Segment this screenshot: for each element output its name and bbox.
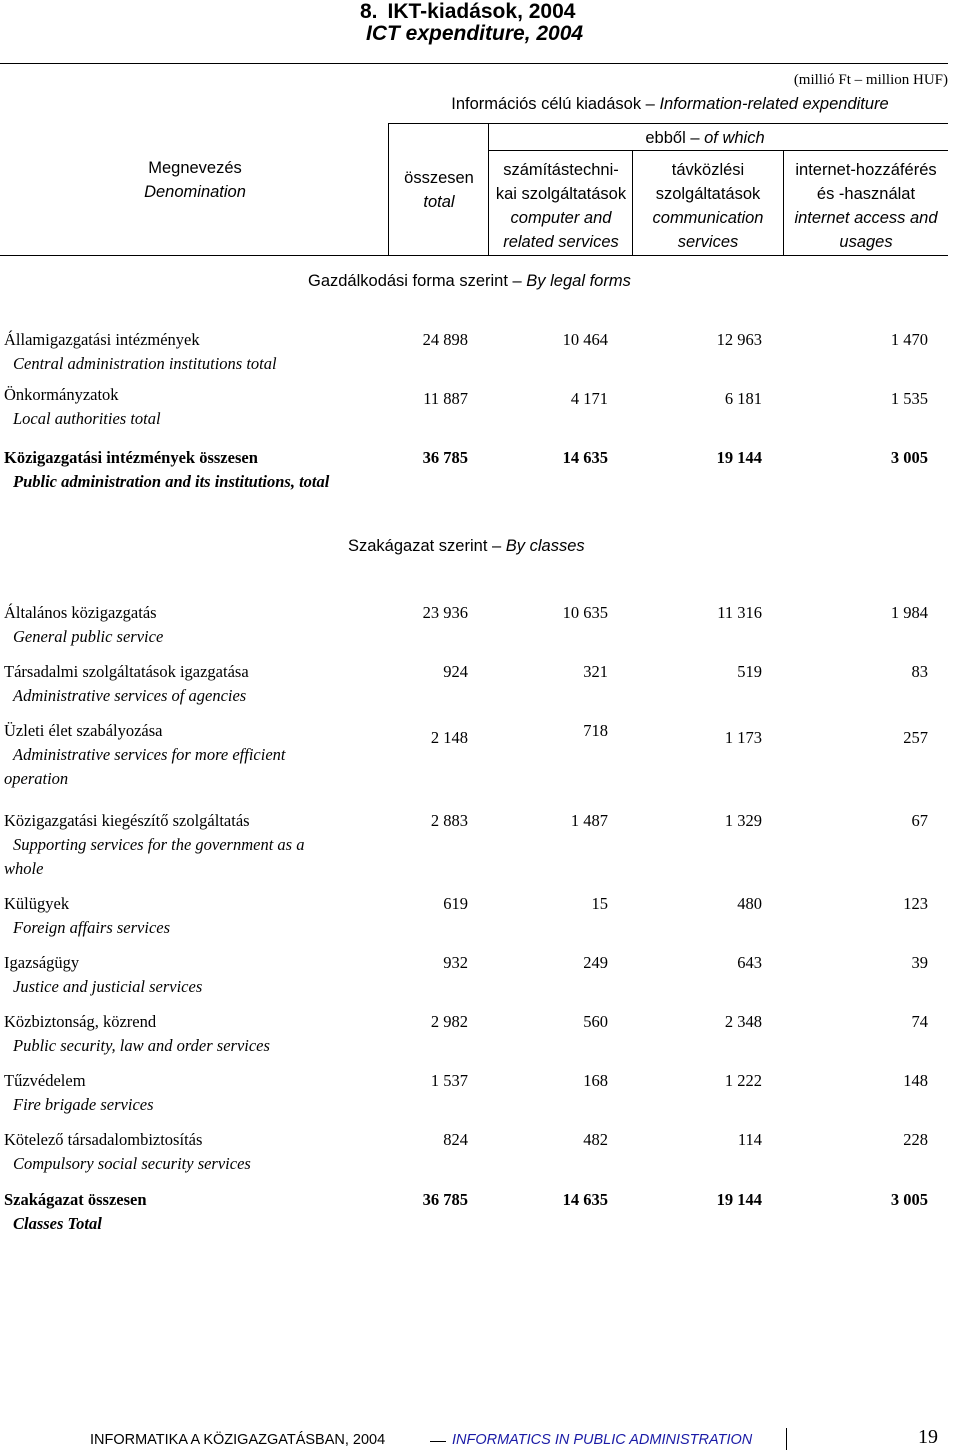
header-computer [490,158,632,254]
unit-text: (millió Ft – million HUF) [793,72,948,88]
cell-telecom: 2 348 [724,1012,762,1031]
section1-hu: Gazdálkodási forma szerint [308,272,508,290]
header-computer-hu1: számítástechni- [503,161,619,179]
cell-telecom: 1 222 [724,1071,762,1090]
cell-computer: 10 464 [562,330,608,349]
table-row-label [4,446,329,494]
header-total [392,166,486,214]
row-label-en: General public service [13,627,164,646]
header-of-which-line: ebből – of which [645,129,765,147]
cell-internet: 228 [903,1130,928,1149]
cell-telecom: 6 181 [724,389,762,408]
section-heading-legal-forms: Gazdálkodási forma szerint – By legal forms [308,272,631,290]
row-label-en: Public security, law and order services [13,1036,270,1055]
cell-total: 24 898 [422,330,468,349]
unit-note [794,72,948,89]
cell-total: 23 936 [422,603,468,622]
of-which-rule [488,150,948,151]
cell-computer: 718 [583,721,608,740]
table-row-label [4,719,286,791]
row-label-en: Administrative services of agencies [13,686,247,705]
row-label-hu: Külügyek [4,894,70,913]
cell-internet: 1 535 [890,389,928,408]
header-computer-hu2: kai szolgáltatások [495,185,627,203]
table-row-label [4,1128,251,1176]
header-total-en: total [423,193,455,211]
table-row-label [4,809,304,881]
row-label-hu: Közbiztonság, közrend [4,1012,157,1031]
cell-internet: 123 [903,894,928,913]
row-label-en-cont: operation [4,769,69,788]
cell-telecom: 1 173 [724,728,762,747]
cell-internet: 1 984 [890,603,928,622]
row-label-hu: Üzleti élet szabályozása [4,721,163,740]
cell-computer: 321 [583,662,608,681]
cell-total: 2 982 [430,1012,468,1031]
row-label-hu: Társadalmi szolgáltatások igazgatása [4,662,249,681]
table-row-label [4,1010,270,1058]
header-denomination-hu: Megnevezés [148,159,242,177]
cell-computer: 10 635 [562,603,608,622]
cell-computer: 4 171 [570,389,608,408]
row-label-hu: Közigazgatási kiegészítő szolgáltatás [4,811,250,830]
cell-telecom: 114 [737,1130,762,1149]
header-of-which [620,126,790,150]
footer-title-hu: INFORMATIKA A KÖZIGAZGATÁSBAN, 2004 [90,1432,386,1448]
cell-computer: 14 635 [562,1190,608,1209]
cell-total: 36 785 [422,1190,468,1209]
cell-telecom: 19 144 [716,1190,762,1209]
cell-total: 619 [443,894,468,913]
cell-total: 932 [443,953,468,972]
row-label-hu: Kötelező társadalombiztosítás [4,1130,203,1149]
section-heading-classes: Szakágazat szerint – By classes [348,537,585,555]
header-telecom-en1: communication [652,209,764,227]
cell-telecom: 519 [737,662,762,681]
cell-internet: 83 [911,662,928,681]
header-denomination-en: Denomination [144,183,246,201]
cell-total: 2 883 [430,811,468,830]
cell-total: 36 785 [422,448,468,467]
header-telecom-hu2: szolgáltatások [655,185,761,203]
footer-separator [786,1428,787,1450]
title-hu: IKT-kiadások, 2004 [387,0,576,23]
header-telecom [634,158,782,254]
row-label-hu: Szakágazat összesen [4,1190,147,1209]
cell-internet: 39 [911,953,928,972]
table-row-label [4,601,163,649]
row-label-en: Local authorities total [13,409,161,428]
cell-internet: 257 [903,728,928,747]
row-label-en-cont: whole [4,859,44,878]
header-denomination [100,156,290,204]
cell-telecom: 643 [737,953,762,972]
page-number: 19 [918,1426,938,1448]
header-top-rule [0,63,948,64]
col-divider-2 [488,123,489,255]
cell-internet: 74 [911,1012,928,1031]
page-subtitle: ICT expenditure, 2004 [366,22,584,45]
row-label-en: Central administration institutions total [13,354,277,373]
col-divider-4 [783,150,784,255]
row-label-en: Administrative services for more efficient [13,745,286,764]
row-label-en: Compulsory social security services [13,1154,251,1173]
table-row-label [4,951,202,999]
cell-total: 11 887 [423,389,468,408]
header-internet-hu1: internet-hozzáférés [795,161,937,179]
cell-telecom: 12 963 [716,330,762,349]
cell-computer: 15 [591,894,608,913]
table-number: 8. [360,0,378,23]
row-label-en: Public administration and its institutions, total [13,472,330,491]
cell-computer: 14 635 [562,448,608,467]
footer-title-en-text: INFORMATICS IN PUBLIC ADMINISTRATION [452,1432,753,1448]
section2-en: By classes [505,537,585,555]
header-computer-en2: related services [503,233,619,251]
row-label-hu: Önkormányzatok [4,385,119,404]
row-label-hu: Tűzvédelem [4,1071,86,1090]
section2-hu: Szakágazat szerint [348,537,488,555]
header-computer-en1: computer and [510,209,612,227]
table-row-label [4,1188,147,1236]
header-telecom-en2: services [677,233,739,251]
col-divider-3 [632,150,633,255]
row-label-en: Supporting services for the government as a [13,835,305,854]
cell-internet: 1 470 [890,330,928,349]
cell-computer: 168 [583,1071,608,1090]
cell-telecom: 19 144 [716,448,762,467]
cell-internet: 3 005 [890,1190,928,1209]
header-internet [785,158,947,254]
cell-computer: 560 [583,1012,608,1031]
cell-total: 924 [443,662,468,681]
header-internet-en2: usages [839,233,893,251]
cell-total: 1 537 [430,1071,468,1090]
header-telecom-hu1: távközlési [671,161,745,179]
table-row-label [4,1069,154,1117]
table-row-label [4,892,170,940]
header-internet-en1: internet access and [794,209,938,227]
cell-total: 2 148 [430,728,468,747]
row-label-en: Classes Total [13,1214,102,1233]
cell-computer: 1 487 [570,811,608,830]
group-rule [388,123,948,124]
row-label-hu: Igazságügy [4,953,80,972]
cell-total: 824 [443,1130,468,1149]
page-title [360,0,575,24]
cell-computer: 249 [583,953,608,972]
cell-internet: 148 [903,1071,928,1090]
row-label-en: Foreign affairs services [13,918,171,937]
cell-internet: 67 [911,811,928,830]
col-divider-1 [388,123,389,255]
section1-en: By legal forms [526,272,631,290]
footer-dash [430,1441,446,1442]
cell-internet: 3 005 [890,448,928,467]
header-internet-hu2: és -használat [816,185,916,203]
header-group [420,92,920,116]
footer-title-en [452,1432,752,1448]
cell-telecom: 11 316 [717,603,762,622]
header-group-line: Információs célú kiadások – Information-related expenditure [451,95,889,113]
cell-telecom: 480 [737,894,762,913]
row-label-en: Fire brigade services [13,1095,154,1114]
table-row-label [4,328,277,376]
table-row-label [4,383,161,431]
cell-computer: 482 [583,1130,608,1149]
row-label-en: Justice and justicial services [13,977,203,996]
row-label-hu: Közigazgatási intézmények összesen [4,448,258,467]
row-label-hu: Általános közigazgatás [4,603,157,622]
row-label-hu: Államigazgatási intézmények [4,330,200,349]
cell-telecom: 1 329 [724,811,762,830]
header-bottom-rule [0,255,948,256]
header-total-hu: összesen [404,169,474,187]
table-row-label [4,660,249,708]
